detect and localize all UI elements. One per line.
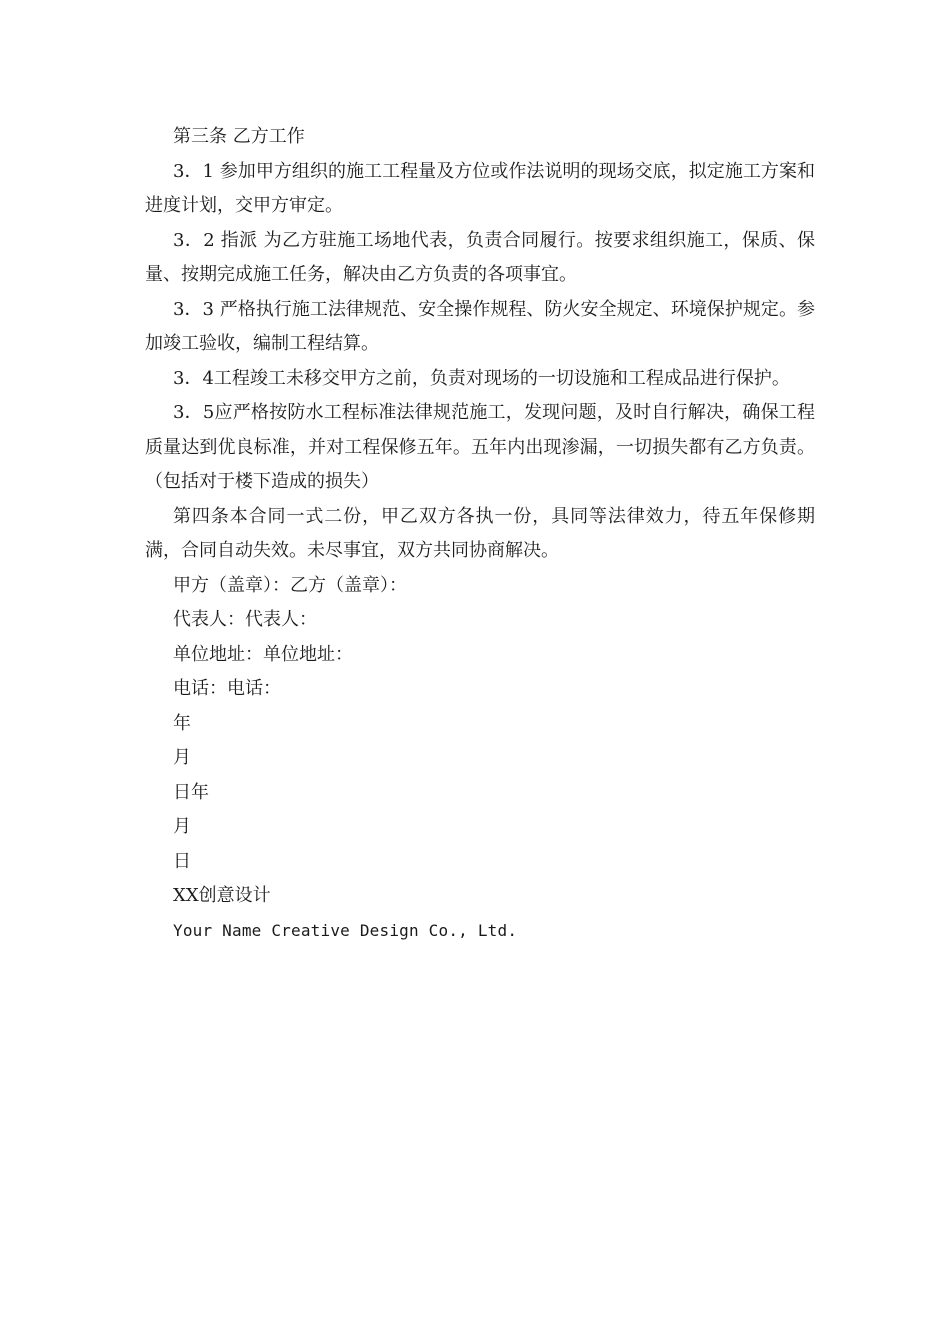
clause-3-2: 3．2 指派 为乙方驻施工场地代表，负责合同履行。按要求组织施工，保质、保量、按期完成施工任务，解决由乙方负责的各项事宜。 [145,229,815,285]
clause-3-1: 3．1 参加甲方组织的施工工程量及方位或作法说明的现场交底，拟定施工方案和进度计划，交甲方审定。 [145,160,815,216]
date-month-1: 月 [173,747,191,768]
clause-3-4: 3．4工程竣工未移交甲方之前，负责对现场的一切设施和工程成品进行保护。 [173,367,790,389]
article4-text: 第四条本合同一式二份，甲乙双方各执一份，具同等法律效力，待五年保修期满，合同自动失效。未尽事宜，双方共同协商解决。 [145,505,815,561]
date-year-1: 年 [173,712,191,734]
clause-3-5: 3．5应严格按防水工程标准法律规范施工，发现问题，及时自行解决，确保工程质量达到优良标准，并对工程保修五年。五年内出现渗漏，一切损失都有乙方负责。（包括对于楼下造成的损失） [145,402,815,492]
company-name-en: Your Name Creative Design Co., Ltd. [173,920,518,940]
representative-line: 代表人：代表人： [173,609,317,630]
clause-3-3: 3．3 严格执行施工法律规范、安全操作规程、防火安全规定、环境保护规定。参加竣工验收，编制工程结算。 [145,298,815,354]
date-month-2: 月 [173,816,191,837]
address-line: 单位地址：单位地址： [173,643,353,665]
date-day-year: 日年 [173,781,209,803]
phone-line: 电话：电话： [173,678,281,699]
article3-heading: 第三条 乙方工作 [173,126,305,147]
company-name-cn: XX创意设计 [173,885,271,906]
seal-line: 甲方（盖章）：乙方（盖章）： [173,574,407,596]
contract-body [145,120,815,948]
date-day-2: 日 [173,850,191,872]
